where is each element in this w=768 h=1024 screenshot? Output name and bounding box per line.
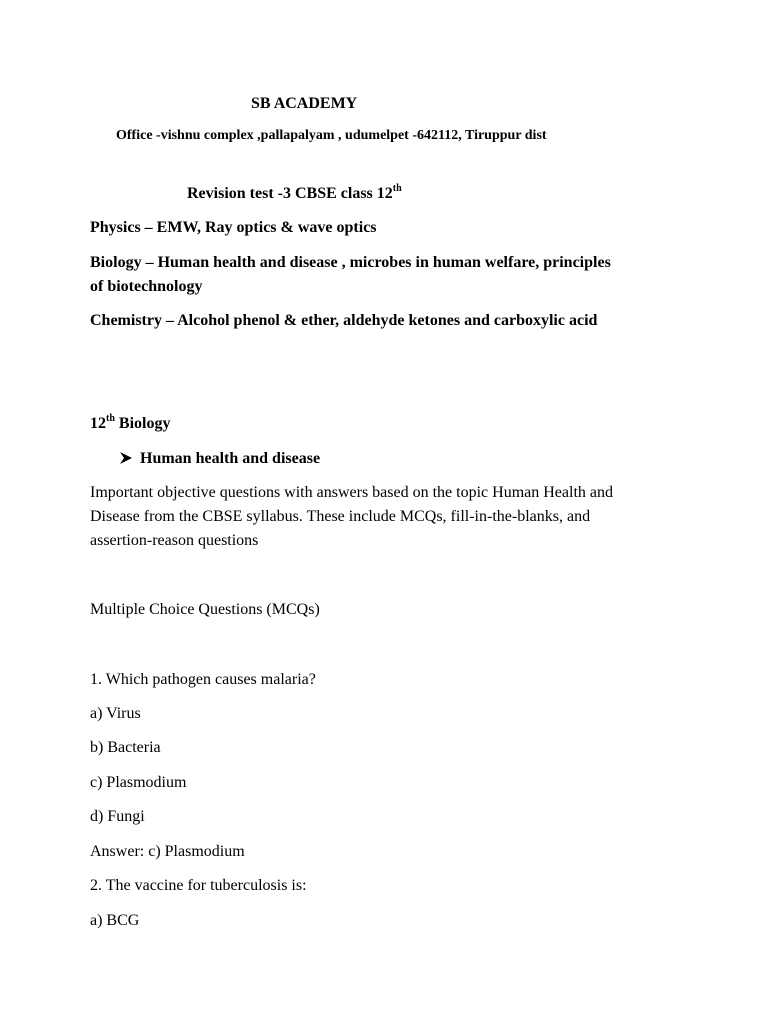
biology-syllabus-line1: Biology – Human health and disease , microbes in human welfare, principles bbox=[90, 254, 611, 271]
question-2-option-a: a) BCG bbox=[90, 912, 140, 929]
question-1: 1. Which pathogen causes malaria? bbox=[90, 671, 316, 688]
test-title bbox=[187, 184, 402, 204]
chemistry-syllabus: Chemistry – Alcohol phenol & ether, aldehyde ketones and carboxylic acid bbox=[90, 312, 598, 329]
mcq-heading: Multiple Choice Questions (MCQs) bbox=[90, 601, 320, 618]
question-2: 2. The vaccine for tuberculosis is: bbox=[90, 877, 307, 894]
question-1-option-c: c) Plasmodium bbox=[90, 774, 187, 791]
arrow-bullet-icon bbox=[119, 451, 133, 465]
section-heading-number: 12 bbox=[90, 415, 106, 432]
topic-bullet-text: Human health and disease bbox=[140, 450, 321, 467]
academy-title: SB ACADEMY bbox=[251, 95, 358, 112]
question-1-answer: Answer: c) Plasmodium bbox=[90, 843, 245, 860]
question-1-option-d: d) Fungi bbox=[90, 808, 145, 825]
intro-line3: assertion-reason questions bbox=[90, 532, 259, 549]
biology-syllabus-line2: of biotechnology bbox=[90, 278, 203, 295]
test-title-superscript: th bbox=[392, 182, 402, 194]
question-1-option-b: b) Bacteria bbox=[90, 739, 161, 756]
office-address: Office -vishnu complex ,pallapalyam , udumelpet -642112, Tiruppur dist bbox=[116, 128, 547, 143]
intro-line2: Disease from the CBSE syllabus. These include MCQs, fill-in-the-blanks, and bbox=[90, 508, 591, 525]
section-heading-subject: Biology bbox=[114, 415, 171, 432]
intro-line1: Important objective questions with answers based on the topic Human Health and bbox=[90, 484, 613, 501]
section-heading-superscript: th bbox=[106, 412, 115, 424]
section-heading bbox=[90, 414, 170, 434]
test-title-text: Revision test -3 CBSE class 12 bbox=[187, 185, 393, 202]
physics-syllabus: Physics – EMW, Ray optics & wave optics bbox=[90, 219, 377, 236]
question-1-option-a: a) Virus bbox=[90, 705, 141, 722]
